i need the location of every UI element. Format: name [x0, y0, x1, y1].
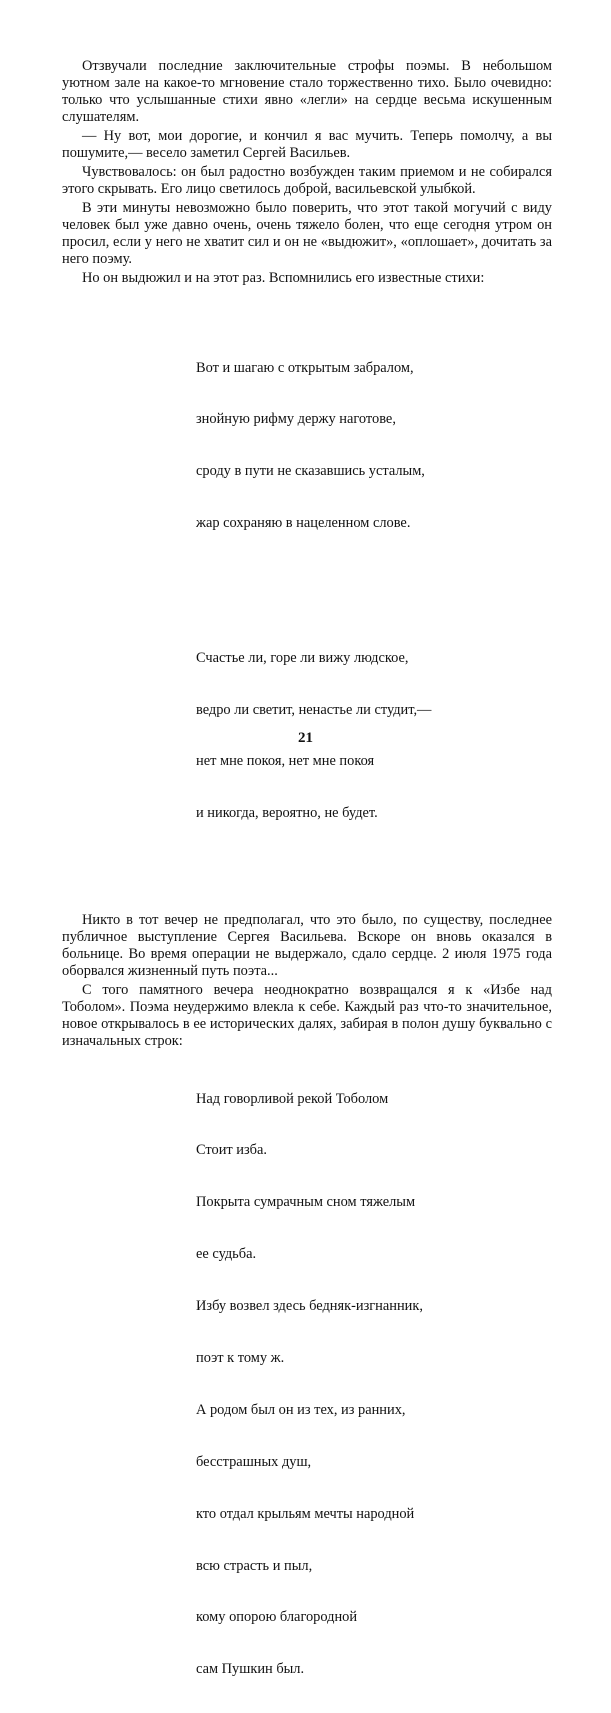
- paragraph: С того памятного вечера неоднократно возвращался я к «Избе над Тоболом». Поэма неудержимо влекла к себе. Каждый раз что-то значительное, новое открывалось в ее исторических далях, забирая в полон душу буквально с изначальных строк:: [62, 981, 552, 1049]
- poem-excerpt-1: [196, 291, 552, 891]
- verse-line: Счастье ли, горе ли вижу людское,: [196, 650, 409, 667]
- verse-line: А родом был он из тех, из ранних,: [196, 1401, 406, 1418]
- paragraph: Чувствовалось: он был радостно возбужден таким приемом и не собирался этого скрывать. Его лицо светилось доброй, васильевской улыбкой.: [62, 164, 552, 197]
- verse-line: сроду в пути не сказавшись усталым,: [196, 463, 425, 480]
- stanza: [196, 325, 552, 566]
- paragraph: Отзвучали последние заключительные строфы поэмы. В небольшом уютном зале на какое-то мгновение стало торжественно тихо. Было очевидно: только что услышанные стихи явно «легли» на сердце весьма искушенным слушателям.: [62, 58, 552, 125]
- verse-line: поэт к тому ж.: [196, 1349, 285, 1366]
- verse-line: нет мне покоя, нет мне покоя: [196, 753, 375, 770]
- page-text: [62, 58, 552, 1713]
- verse-line: всю страсть и пыл,: [196, 1557, 313, 1574]
- verse-line: кому опорою благородной: [196, 1609, 358, 1626]
- verse-line: Избу возвел здесь бедняк-изгнанник,: [196, 1298, 423, 1315]
- verse-line: Покрыта сумрачным сном тяжелым: [196, 1194, 416, 1211]
- paragraph: — Ну вот, мои дорогие, и кончил я вас мучить. Теперь помолчу, а вы пошумите,— весело заметил Сергей Васильев.: [62, 128, 552, 161]
- poem-excerpt-2: [196, 1056, 552, 1713]
- spacer: [62, 891, 552, 912]
- paragraph: В эти минуты невозможно было поверить, что этот такой могучий с виду человек был уже давно очень, очень тяжело болен, что еще сегодня утром он просил, если у него не хватит сил и он не «выдюжит», «оплошает», дочитать за него поэму.: [62, 200, 552, 267]
- verse-line: Стоит изба.: [196, 1142, 267, 1159]
- paragraph: Но он выдюжил и на этот раз. Вспомнились его известные стихи:: [82, 270, 485, 286]
- verse-line: кто отдал крыльям мечты народной: [196, 1505, 415, 1522]
- paragraph: Никто в тот вечер не предполагал, что это было, по существу, последнее публичное выступление Сергея Васильева. Вскоре он вновь оказался в больнице. Во время операции не выдержало, сдало сердце. 2 июля 1975 года оборвался жизненный путь поэта...: [62, 911, 552, 979]
- verse-line: бесстрашных душ,: [196, 1453, 312, 1470]
- page-number: 21: [298, 730, 313, 746]
- verse-line: Над говорливой рекой Тоболом: [196, 1090, 389, 1107]
- verse-line: сам Пушкин был.: [196, 1661, 305, 1678]
- verse-line: Вот и шагаю с открытым забралом,: [196, 359, 414, 376]
- verse-line: ее судьба.: [196, 1246, 257, 1263]
- verse-line: ведро ли светит, ненастье ли студит,—: [196, 701, 432, 718]
- verse-line: и никогда, вероятно, не будет.: [196, 804, 378, 821]
- verse-line: знойную рифму держу наготове,: [196, 411, 396, 428]
- verse-line: жар сохраняю в нацеленном слове.: [196, 514, 411, 531]
